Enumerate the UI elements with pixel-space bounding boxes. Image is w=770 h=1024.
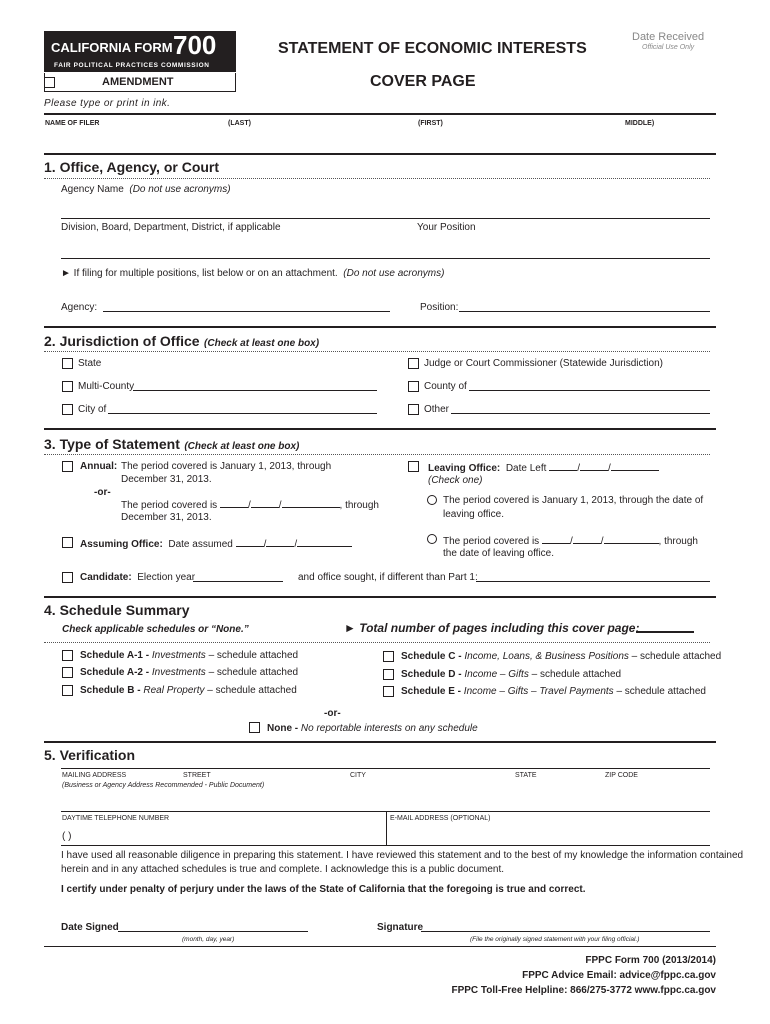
check-one-note: (Check one) (428, 475, 483, 486)
schedule-e-label: Schedule E - Income – Gifts – Travel Payments – schedule attached (401, 686, 706, 697)
leave-option-2-radio[interactable] (427, 534, 437, 544)
phone-field[interactable]: ( ) (62, 831, 72, 842)
section-4-heading: 4. Schedule Summary (44, 602, 190, 618)
form-number: 700 (173, 30, 217, 60)
leave-option-2-text-a: The period covered is / / , through (443, 536, 698, 547)
total-pages-line[interactable] (636, 631, 694, 633)
street-label: STREET (183, 772, 211, 779)
annual-december: December 31, 2013. (121, 512, 212, 523)
footer-email: FPPC Advice Email: advice@fppc.ca.gov (522, 970, 716, 981)
candidate-checkbox[interactable] (62, 572, 73, 583)
date-signed-label: Date Signed (61, 922, 119, 933)
section-3-heading: 3. Type of Statement (Check at least one box) (44, 436, 300, 452)
schedule-e-checkbox[interactable] (383, 686, 394, 697)
multicounty-checkbox[interactable] (62, 381, 73, 392)
agency-label: Agency: (61, 302, 98, 313)
county-checkbox[interactable] (408, 381, 419, 392)
date-signed-line[interactable] (118, 931, 308, 932)
position-line[interactable] (459, 311, 710, 312)
schedule-c-checkbox[interactable] (383, 651, 394, 662)
annual-checkbox[interactable] (62, 461, 73, 472)
agency-name-field[interactable] (61, 196, 710, 216)
candidate-label: Candidate: Election year (80, 572, 196, 583)
zip-label: ZIP CODE (605, 772, 638, 779)
form-label: CALIFORNIA FORM (51, 40, 173, 55)
schedule-b-label: Schedule B - Real Property – schedule attached (80, 685, 297, 696)
diligence-line-2: herein and in any attached schedules is true and complete. I acknowledge this is a public document. (61, 864, 505, 875)
city-checkbox[interactable] (62, 404, 73, 415)
annual-period-text: The period covered is / / , through (121, 500, 379, 511)
city-line[interactable] (108, 413, 377, 414)
mailing-address-field[interactable] (61, 792, 710, 810)
agency-name-label: Agency Name (Do not use acronyms) (61, 184, 231, 195)
date-received: Date Received (632, 31, 705, 43)
multicounty-label: Multi-County (78, 381, 135, 392)
email-field[interactable] (390, 826, 710, 844)
leaving-label: Leaving Office: Date Left / / (428, 461, 659, 474)
check-schedules-note: Check applicable schedules or “None.” (62, 624, 249, 635)
schedule-a1-label: Schedule A-1 - Investments – schedule attached (80, 650, 299, 661)
leave-option-1-text-b: leaving office. (443, 509, 504, 520)
judge-checkbox[interactable] (408, 358, 419, 369)
assuming-label: Assuming Office: Date assumed / / (80, 537, 352, 550)
city-field-label: CITY (350, 772, 366, 779)
schedule-a1-checkbox[interactable] (62, 650, 73, 661)
schedule-d-label: Schedule D - Income – Gifts – schedule attached (401, 669, 622, 680)
city-label: City of (78, 404, 107, 415)
none-checkbox[interactable] (249, 722, 260, 733)
official-use: Official Use Only (642, 44, 695, 51)
section-1-heading: 1. Office, Agency, or Court (44, 159, 220, 175)
amendment-label: AMENDMENT (102, 76, 174, 88)
page-subtitle: COVER PAGE (370, 73, 476, 90)
division-label: Division, Board, Department, District, if applicable (61, 222, 281, 233)
schedule-d-checkbox[interactable] (383, 669, 394, 680)
multiple-positions-note: ► If filing for multiple positions, list below or on an attachment. (Do not use acronyms) (61, 268, 445, 279)
section-2-heading: 2. Jurisdiction of Office (Check at least one box) (44, 333, 320, 349)
footer-helpline: FPPC Toll-Free Helpline: 866/275-3772 www.fppc.ca.gov (451, 985, 716, 996)
position-field[interactable] (417, 234, 710, 256)
office-sought-line[interactable] (476, 581, 710, 582)
state-checkbox[interactable] (62, 358, 73, 369)
phone-label: DAYTIME TELEPHONE NUMBER (62, 815, 170, 822)
certify-statement: I certify under penalty of perjury under the laws of the State of California that the foregoing is true and correct. (61, 884, 586, 895)
signature-label: Signature (377, 922, 424, 933)
filer-last-label: (LAST) (228, 120, 251, 127)
election-year-line[interactable] (193, 581, 283, 582)
annual-text-2: December 31, 2013. (121, 474, 212, 485)
other-line[interactable] (451, 413, 710, 414)
schedule-or: -or- (324, 708, 341, 719)
schedule-a2-checkbox[interactable] (62, 667, 73, 678)
amendment-checkbox[interactable] (44, 77, 55, 88)
judge-label: Judge or Court Commissioner (Statewide Jurisdiction) (424, 358, 663, 369)
annual-text-1: The period covered is January 1, 2013, through (121, 461, 332, 472)
agency-line[interactable] (103, 311, 390, 312)
page-title: STATEMENT OF ECONOMIC INTERESTS (278, 40, 587, 57)
your-position-label: Your Position (417, 222, 476, 233)
schedule-c-label: Schedule C - Income, Loans, & Business Positions – schedule attached (401, 651, 722, 662)
leaving-checkbox[interactable] (408, 461, 419, 472)
leave-option-2-text-b: the date of leaving office. (443, 548, 555, 559)
filer-name-field[interactable] (44, 130, 716, 152)
ink-instructions: Please type or print in ink. (44, 98, 171, 109)
schedule-a2-label: Schedule A-2 - Investments – schedule attached (80, 667, 299, 678)
filer-first-label: (FIRST) (418, 120, 443, 127)
state-label: State (78, 358, 102, 369)
section-5-heading: 5. Verification (44, 747, 136, 763)
leave-option-1-radio[interactable] (427, 495, 437, 505)
diligence-line-1: I have used all reasonable diligence in preparing this statement. I have reviewed this statement and to the best of my knowledge the information contained (61, 850, 744, 861)
county-line[interactable] (469, 390, 710, 391)
assuming-checkbox[interactable] (62, 537, 73, 548)
schedule-b-checkbox[interactable] (62, 685, 73, 696)
office-sought-label: and office sought, if different than Part 1: (298, 572, 478, 583)
filer-middle-label: MIDDLE) (625, 120, 655, 127)
state-field-label: STATE (515, 772, 537, 779)
signature-line[interactable] (421, 931, 710, 932)
business-address-note: (Business or Agency Address Recommended - Public Document) (62, 782, 265, 789)
other-label: Other (424, 404, 450, 415)
mailing-address-label: MAILING ADDRESS (62, 772, 127, 779)
filer-name-label: NAME OF FILER (45, 120, 100, 127)
division-field[interactable] (61, 234, 411, 256)
county-label: County of (424, 381, 467, 392)
total-pages-label: ► Total number of pages including this cover page: (344, 621, 640, 635)
annual-or: -or- (94, 487, 111, 498)
email-label: E-MAIL ADDRESS (OPTIONAL) (390, 815, 491, 822)
signature-hint: (File the originally signed statement with your filing official.) (470, 936, 640, 943)
multicounty-line[interactable] (133, 390, 377, 391)
date-hint: (month, day, year) (182, 936, 235, 943)
footer-form: FPPC Form 700 (2013/2014) (585, 955, 716, 966)
position-label: Position: (420, 302, 459, 313)
leave-option-1-text-a: The period covered is January 1, 2013, through the date of (443, 495, 704, 506)
none-label: None - No reportable interests on any schedule (267, 723, 478, 734)
annual-label: Annual: (80, 461, 118, 472)
commission-name: FAIR POLITICAL PRACTICES COMMISSION (54, 62, 210, 69)
other-checkbox[interactable] (408, 404, 419, 415)
